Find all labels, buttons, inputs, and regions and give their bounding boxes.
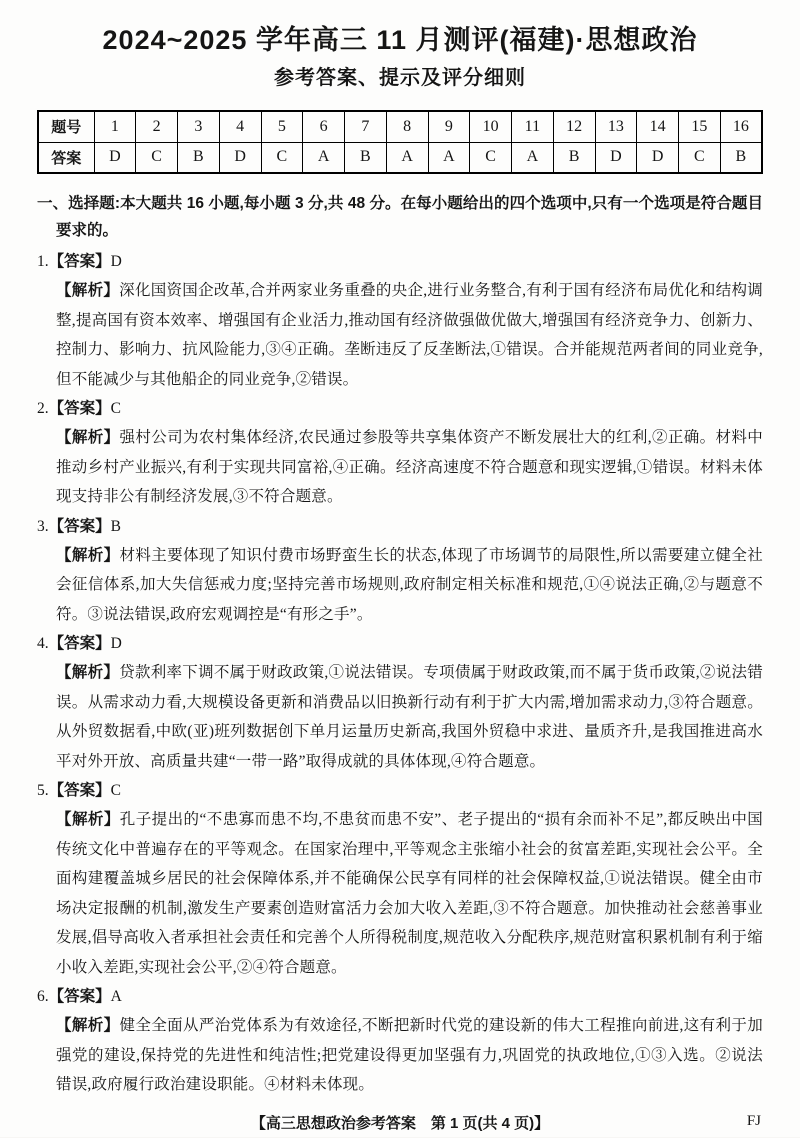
answer-cell: D	[637, 142, 679, 173]
question-number-cell: 7	[345, 111, 387, 142]
analysis-paragraph	[37, 1011, 763, 1100]
qa-item	[37, 248, 763, 394]
analysis-paragraph	[37, 658, 763, 776]
analysis-label: 【解析】	[56, 1017, 120, 1034]
question-number-cell: 6	[303, 111, 345, 142]
question-number-cell: 3	[178, 111, 220, 142]
answer-cell: B	[345, 142, 387, 173]
question-number-cell: 2	[136, 111, 178, 142]
answer-cell: C	[136, 142, 178, 173]
question-number-cell: 12	[553, 111, 595, 142]
question-number-cell: 11	[512, 111, 554, 142]
answer-label: 【答案】	[48, 517, 111, 535]
question-number: 6.	[37, 988, 49, 1005]
answer-cell: A	[303, 142, 345, 173]
answer-table	[37, 110, 763, 174]
answer-label: 【答案】	[48, 400, 111, 417]
question-number: 5.	[37, 782, 49, 799]
analysis-label: 【解析】	[56, 664, 120, 681]
answer-letter: C	[110, 400, 121, 417]
question-number-cell: 14	[637, 111, 679, 142]
analysis-paragraph	[37, 805, 763, 982]
answer-cell: D	[219, 142, 261, 173]
answer-cell: B	[178, 142, 220, 173]
answer-letter: A	[110, 988, 122, 1005]
qa-item	[37, 777, 763, 982]
qa-item	[37, 513, 763, 630]
question-number-row	[38, 111, 762, 142]
answer-cell: D	[94, 142, 136, 173]
analysis-label: 【解析】	[56, 282, 120, 299]
question-number-cell: 16	[720, 111, 762, 142]
question-number: 4.	[37, 635, 49, 652]
analysis-text: 健全全面从严治党体系为有效途径,不断把新时代党的建设新的伟大工程推向前进,这有利于加强党的建设,保持党的先进性和纯洁性;把党建设得更加坚强有力,巩固党的执政地位,①③入选。②说法错误,政府履行政治建设职能。④材料未体现。	[56, 1017, 763, 1093]
analysis-text: 孔子提出的“不患寡而患不均,不患贫而患不安”、老子提出的“损有余而补不足”,都反映出中国传统文化中普遍存在的平等观念。在国家治理中,平等观念主张缩小社会的贫富差距,实现社会公平。全面构建覆盖城乡居民的社会保障体系,并不能确保公民享有同样的社会保障权益,①说法错误。健全由市场决定报酬的机制,激发生产要素创造财富活力会加大收入差距,③不符合题意。加快推动社会慈善事业发展,倡导高收入者承担社会责任和完善个人所得税制度,规范收入分配秩序,规范财富积累机制有利于缩小收入差距,实现社会公平,②④符合题意。	[56, 811, 763, 976]
answer-cell: A	[512, 142, 554, 173]
qa-item	[37, 395, 763, 512]
answer-row	[38, 142, 762, 173]
page-title: 2024~2025 学年高三 11 月测评(福建)·思想政治	[102, 25, 698, 55]
answer-cell: B	[720, 142, 762, 173]
answer-letter: C	[110, 782, 121, 799]
question-number-cell: 9	[428, 111, 470, 142]
question-number-row-header: 题号	[38, 111, 94, 142]
page-footer	[37, 1112, 763, 1138]
question-number-cell: 4	[219, 111, 261, 142]
analysis-paragraph	[37, 423, 763, 512]
page-subtitle: 参考答案、提示及评分细则	[274, 67, 526, 89]
analysis-text: 贷款利率下调不属于财政政策,①说法错误。专项债属于财政政策,而不属于货币政策,②说法错误。从需求动力看,大规模设备更新和消费品以旧换新行动有利于扩大内需,增加需求动力,③符合题意。从外贸数据看,中欧(亚)班列数据创下单月运量历史新高,我国外贸稳中求进、量质齐升,是我国推进高水平对外开放、高质量共建“一带一路”取得成就的具体体现,④符合题意。	[56, 664, 763, 770]
answer-line	[37, 248, 763, 276]
question-number: 2.	[37, 400, 49, 417]
question-number: 3.	[37, 517, 49, 535]
answer-cell: D	[595, 142, 637, 173]
answer-letter: B	[110, 517, 121, 535]
answer-cell: C	[470, 142, 512, 173]
analysis-label: 【解析】	[56, 429, 120, 446]
answer-label: 【答案】	[48, 253, 111, 270]
analysis-text: 深化国资国企改革,合并两家业务重叠的央企,进行业务整合,有利于国有经济布局优化和结构调整,提高国有资本效率、增强国有企业活力,推动国有经济做强做优做大,增强国有经济竞争力、创新力、控制力、影响力、抗风险能力,③④正确。垄断违反了反垄断法,①错误。合并能规范两者间的同业竞争,但不能减少与其他船企的同业竞争,②错误。	[56, 282, 763, 388]
qa-item	[37, 630, 763, 776]
analysis-paragraph	[37, 541, 763, 630]
answer-line	[37, 630, 763, 658]
footer-code: FJ	[746, 1112, 761, 1129]
analysis-text: 强村公司为农村集体经济,农民通过参股等共享集体资产不断发展壮大的红利,②正确。材料中推动乡村产业振兴,有利于实现共同富裕,④正确。经济高速度不符合题意和现实逻辑,①错误。材料未体现支持非公有制经济发展,③不符合题意。	[56, 429, 763, 505]
answer-cell: C	[261, 142, 303, 173]
answer-cell: A	[386, 142, 428, 173]
question-number-cell: 8	[386, 111, 428, 142]
answer-label: 【答案】	[48, 635, 111, 652]
answer-cell: C	[679, 142, 721, 173]
answer-label: 【答案】	[48, 988, 111, 1005]
analysis-text: 材料主要体现了知识付费市场野蛮生长的状态,体现了市场调节的局限性,所以需要建立健全社会征信体系,加大失信惩戒力度;坚持完善市场规则,政府制定相关标准和规范,①④说法正确,②与题意不符。③说法错误,政府宏观调控是“有形之手”。	[56, 546, 763, 623]
items-container	[37, 248, 763, 1100]
question-number: 1.	[37, 253, 49, 270]
question-number-cell: 15	[679, 111, 721, 142]
answer-line	[37, 513, 763, 541]
answer-cell: A	[428, 142, 470, 173]
answer-line	[37, 777, 763, 805]
analysis-label: 【解析】	[56, 546, 120, 564]
footer-page-indicator: 【高三思想政治参考答案 第 1 页(共 4 页)】	[250, 1114, 550, 1132]
question-number-cell: 5	[261, 111, 303, 142]
question-number-cell: 1	[94, 111, 136, 142]
answer-row-header: 答案	[38, 142, 94, 173]
answer-line	[37, 395, 763, 423]
answer-label: 【答案】	[48, 782, 111, 799]
qa-item	[37, 983, 763, 1100]
answer-line	[37, 983, 763, 1011]
answer-letter: D	[110, 253, 122, 270]
analysis-label: 【解析】	[56, 811, 120, 828]
answer-letter: D	[110, 635, 122, 652]
section-heading: 一、选择题:本大题共 16 小题,每小题 3 分,共 48 分。在每小题给出的四个选项中,只有一个选项是符合题目要求的。	[37, 195, 763, 239]
question-number-cell: 13	[595, 111, 637, 142]
analysis-paragraph	[37, 276, 763, 394]
question-number-cell: 10	[470, 111, 512, 142]
answer-cell: B	[553, 142, 595, 173]
